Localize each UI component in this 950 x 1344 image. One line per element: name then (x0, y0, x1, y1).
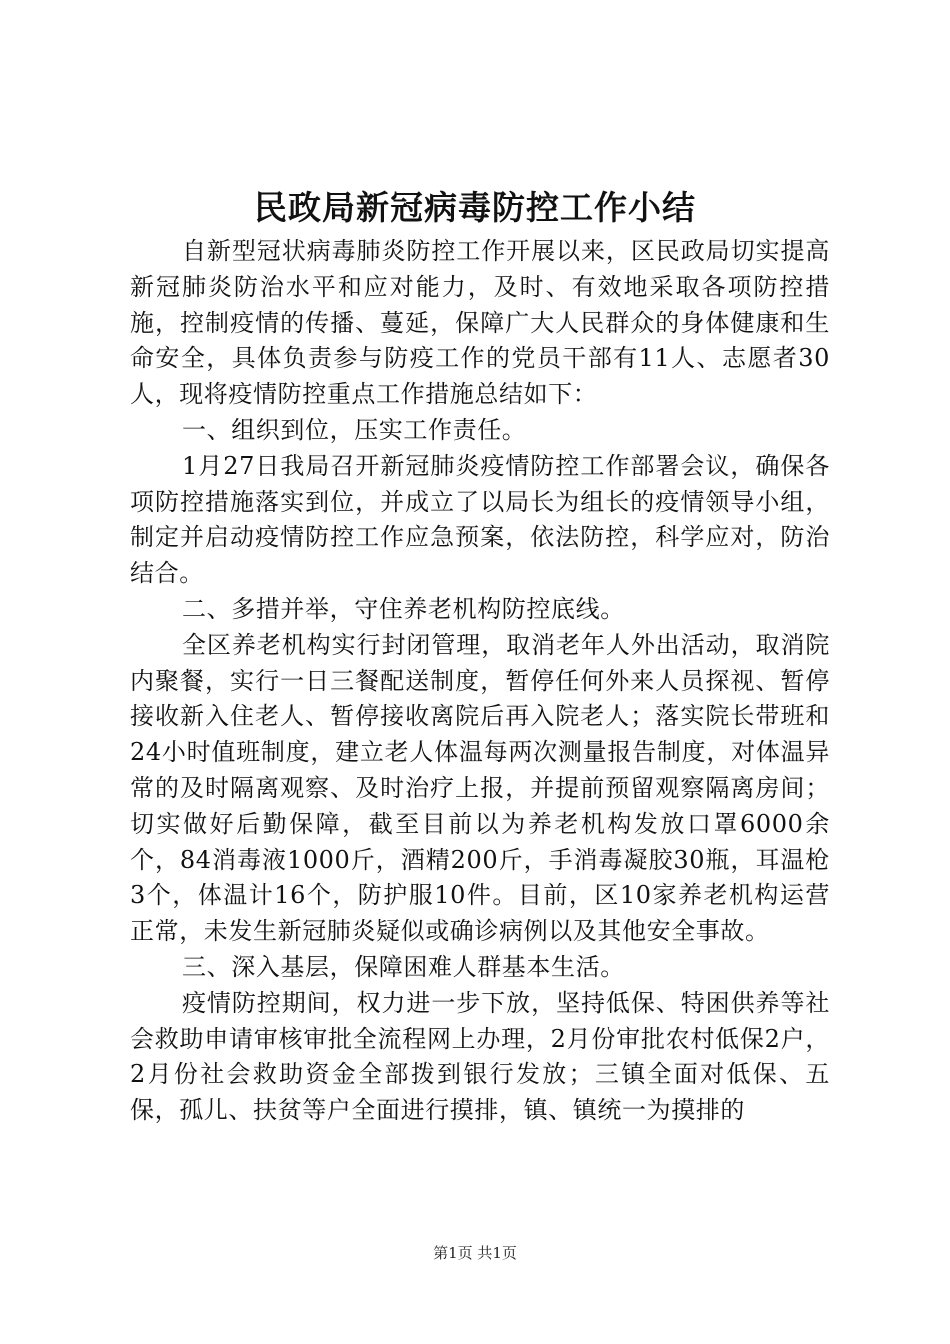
page-footer: 第1页 共1页 (433, 1244, 517, 1262)
document-body (130, 234, 830, 1129)
section-paragraph-2: 全区养老机构实行封闭管理，取消老年人外出活动，取消院内聚餐，实行一日三餐配送制度，暂停任何外来人员探视、暂停接收新入住老人、暂停接收离院后再入院老人；落实院长带班和24小时值班制度，建立老人体温每两次测量报告制度，对体温异常的及时隔离观察、及时治疗上报，并提前预留观察隔离房间；切实做好后勤保障，截至目前以为养老机构发放口罩6000余个，84消毒液1000斤，酒精200斤，手消毒凝胶30瓶，耳温枪3个，体温计16个，防护服10件。目前，区10家养老机构运营正常，未发生新冠肺炎疑似或确诊病例以及其他安全事故。 (130, 630, 830, 946)
section-paragraph-3: 疫情防控期间，权力进一步下放，坚持低保、特困供养等社会救助申请审核审批全流程网上办理，2月份审批农村低保2户，2月份社会救助资金全部拨到银行发放；三镇全面对低保、五保，孤儿、扶贫等户全面进行摸排，镇、镇统一为摸排的 (130, 988, 830, 1125)
intro-paragraph: 自新型冠状病毒肺炎防控工作开展以来，区民政局切实提高新冠肺炎防治水平和应对能力，及时、有效地采取各项防控措施，控制疫情的传播、蔓延，保障广大人民群众的身体健康和生命安全，具体负责参与防疫工作的党员干部有11人、志愿者30人，现将疫情防控重点工作措施总结如下： (130, 237, 830, 409)
section-paragraph-1: 1月27日我局召开新冠肺炎疫情防控工作部署会议，确保各项防控措施落实到位，并成立了以局长为组长的疫情领导小组，制定并启动疫情防控工作应急预案，依法防控，科学应对，防治结合。 (130, 451, 830, 588)
section-heading-2: 二、多措并举，守住养老机构防控底线。 (182, 594, 625, 623)
document-title: 民政局新冠病毒防控工作小结 (254, 188, 696, 227)
section-heading-3: 三、深入基层，保障困难人群基本生活。 (182, 952, 625, 981)
section-heading-1: 一、组织到位，压实工作责任。 (182, 415, 527, 444)
